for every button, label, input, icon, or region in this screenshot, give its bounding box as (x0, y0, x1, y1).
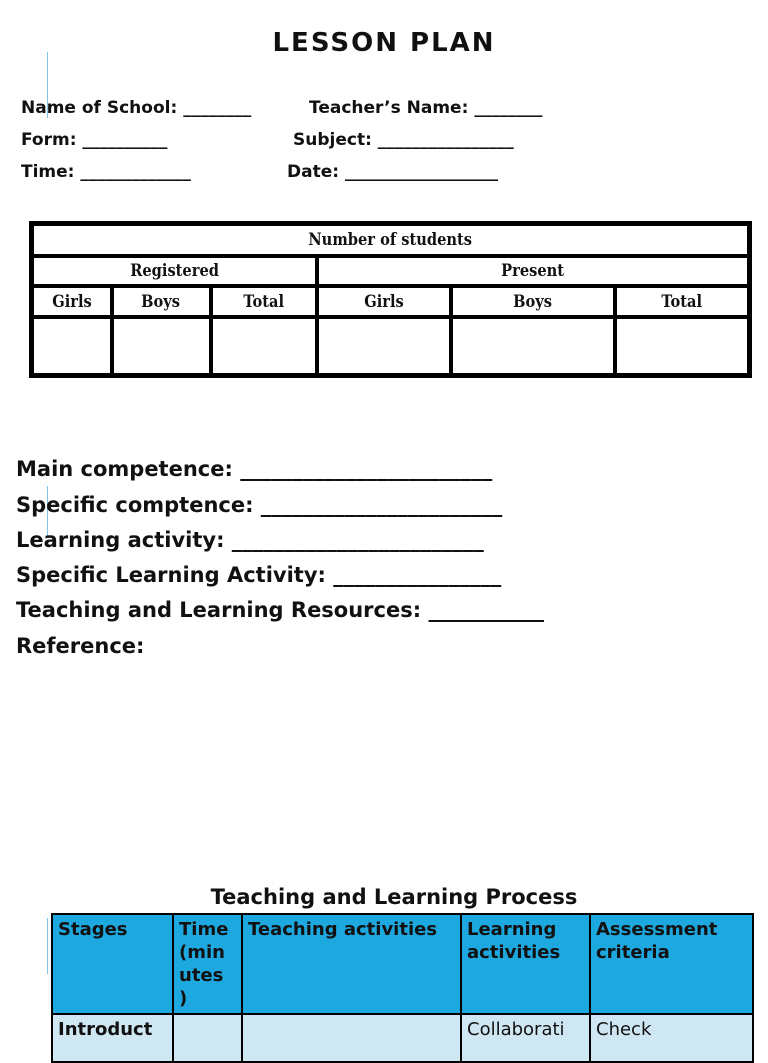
specific-competence-field[interactable]: Specific comptence: _______________________ (16, 493, 503, 517)
present-girls-cell[interactable] (317, 317, 451, 376)
teaching-activities-header: Teaching activities (242, 914, 461, 1014)
registered-total-header: Total (211, 286, 317, 317)
text-cursor-line (47, 918, 48, 974)
form-blank: __________ (82, 130, 168, 150)
time-cell[interactable] (173, 1014, 242, 1062)
resources-field[interactable]: Teaching and Learning Resources: ___________ (16, 598, 544, 622)
learning-activity-field[interactable]: Learning activity: ________________________ (16, 528, 484, 552)
form-label: Form: (21, 130, 77, 150)
school-name-field[interactable] (21, 98, 251, 118)
time-blank: _____________ (80, 162, 191, 182)
registered-girls-header: Girls (32, 286, 112, 317)
teacher-blank: ________ (474, 98, 543, 118)
registered-header: Registered (32, 256, 317, 286)
registered-total-cell[interactable] (211, 317, 317, 376)
process-title: Teaching and Learning Process (210, 885, 578, 909)
school-label: Name of School: (21, 98, 178, 118)
student-count-table (29, 221, 752, 378)
reference-field[interactable]: Reference: (16, 634, 145, 658)
present-header: Present (317, 256, 750, 286)
date-field[interactable] (287, 162, 498, 182)
present-boys-header: Boys (451, 286, 615, 317)
teacher-label: Teacher’s Name: (309, 98, 469, 118)
student-count-caption: Number of students (32, 224, 750, 257)
present-boys-cell[interactable] (451, 317, 615, 376)
specific-learning-activity-field[interactable]: Specific Learning Activity: ________________ (16, 563, 502, 587)
form-field[interactable] (21, 130, 167, 150)
present-total-cell[interactable] (615, 317, 750, 376)
subject-field[interactable] (293, 130, 514, 150)
stages-header: Stages (52, 914, 173, 1014)
teaching-activity-cell[interactable] (242, 1014, 461, 1062)
subject-label: Subject: (293, 130, 372, 150)
subject-blank: ________________ (377, 130, 514, 150)
time-label: Time: (21, 162, 75, 182)
time-header: Time (min utes ) (173, 914, 242, 1014)
stage-cell[interactable]: Introduct (52, 1014, 173, 1062)
school-blank: ________ (183, 98, 252, 118)
page-title: LESSON PLAN (272, 28, 496, 58)
assessment-cell[interactable]: Check (590, 1014, 753, 1062)
assessment-criteria-header: Assessment criteria (590, 914, 753, 1014)
registered-boys-cell[interactable] (112, 317, 211, 376)
registered-boys-header: Boys (112, 286, 211, 317)
date-blank: __________________ (344, 162, 498, 182)
registered-girls-cell[interactable] (32, 317, 112, 376)
process-table (51, 913, 754, 1063)
date-label: Date: (287, 162, 340, 182)
time-field[interactable] (21, 162, 191, 182)
teacher-name-field[interactable] (309, 98, 542, 118)
present-girls-header: Girls (317, 286, 451, 317)
learning-activity-cell[interactable]: Collaborati (461, 1014, 590, 1062)
main-competence-field[interactable]: Main competence: ________________________ (16, 457, 493, 481)
learning-activities-header: Learning activities (461, 914, 590, 1014)
present-total-header: Total (615, 286, 750, 317)
